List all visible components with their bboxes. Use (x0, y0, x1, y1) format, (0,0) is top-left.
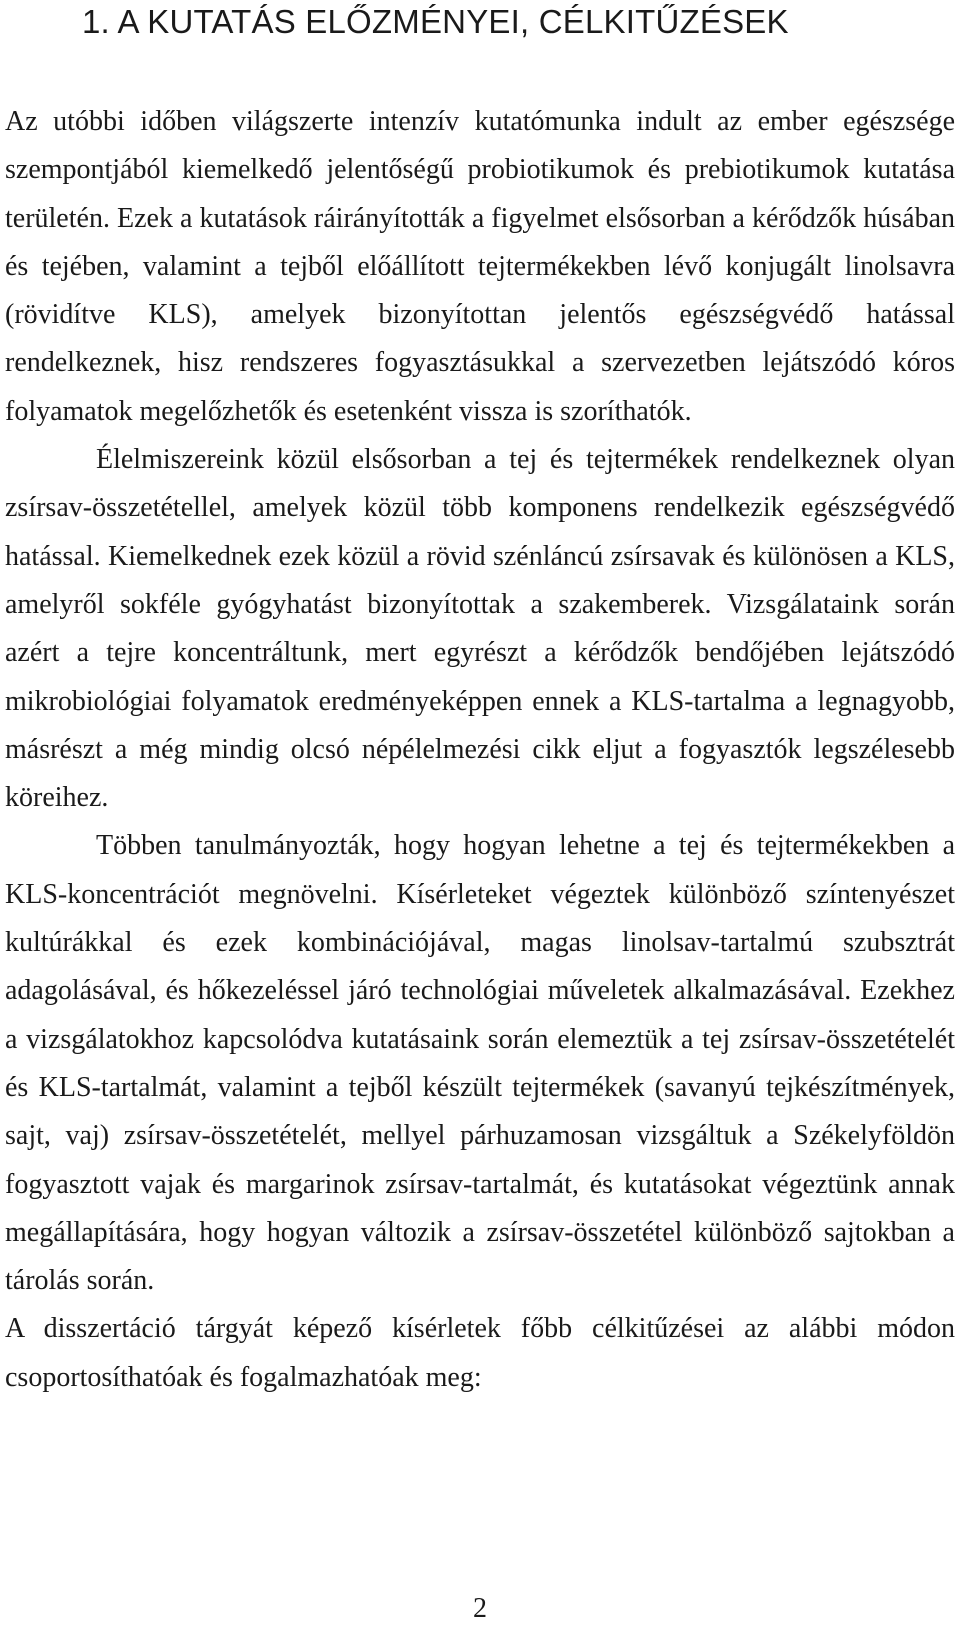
chapter-heading: 1. A KUTATÁS ELŐZMÉNYEI, CÉLKITŰZÉSEK (82, 3, 789, 40)
paragraph-2: Élelmiszereink közül elsősorban a tej és tejtermékek rendelkeznek olyan zsírsav-összetétellel, amelyek közül több komponens rendelkezik egészségvédő hatással. Kiemelkednek ezek közül a rövid szénláncú zsírsavak és különösen a KLS, amelyről sokféle gyógyhatást bizonyítottak a szakemberek. Vizsgálataink során azért a tejre koncentráltunk, mert egyrészt a kérődzők bendőjében lejátszódó mikrobiológiai folyamatok eredményeképpen ennek a KLS-tartalma a legnagyobb, másrészt a még mindig olcsó népélelmezési cikk eljut a fogyasztók legszélesebb köreihez. (5, 444, 955, 814)
paragraph-1: Az utóbbi időben világszerte intenzív kutatómunka indult az ember egészsége szempontjából kiemelkedő jelentőségű probiotikumok és prebiotikumok kutatása területén. Ezek a kutatások ráirányították a figyelmet elsősorban a kérődzők húsában és tejében, valamint a tejből előállított tejtermékekben lévő konjugált linolsavra (rövidítve KLS), amelyek bizonyítottan jelentős egészségvédő hatással rendelkeznek, hisz rendszeres fogyasztásukkal a szervezetben lejátszódó kóros folyamatok megelőzhetők és esetenként vissza is szoríthatók. (5, 106, 955, 427)
body-text (5, 98, 955, 1402)
page-number: 2 (473, 1593, 487, 1624)
paragraph-4: A disszertáció tárgyát képező kísérletek főbb célkitűzései az alábbi módon csoportosíthatóak és fogalmazhatóak meg: (5, 1313, 955, 1393)
paragraph-3: Többen tanulmányozták, hogy hogyan lehetne a tej és tejtermékekben a KLS-koncentrációt megnövelni. Kísérleteket végeztek különböző színtenyészet kultúrákkal és ezek kombinációjával, magas linolsav-tartalmú szubsztrát adagolásával, és hőkezeléssel járó technológiai műveletek alkalmazásával. Ezekhez a vizsgálatokhoz kapcsolódva kutatásaink során elemeztük a tej zsírsav-összetételét és KLS-tartalmát, valamint a tejből készült tejtermékek (savanyú tejkészítmények, sajt, vaj) zsírsav-összetételét, mellyel párhuzamosan vizsgáltuk a Székelyföldön fogyasztott vajak és margarinok zsírsav-tartalmát, és kutatásokat végeztünk annak megállapítására, hogy hogyan változik a zsírsav-összetétel különböző sajtokban a tárolás során. (5, 830, 955, 1297)
